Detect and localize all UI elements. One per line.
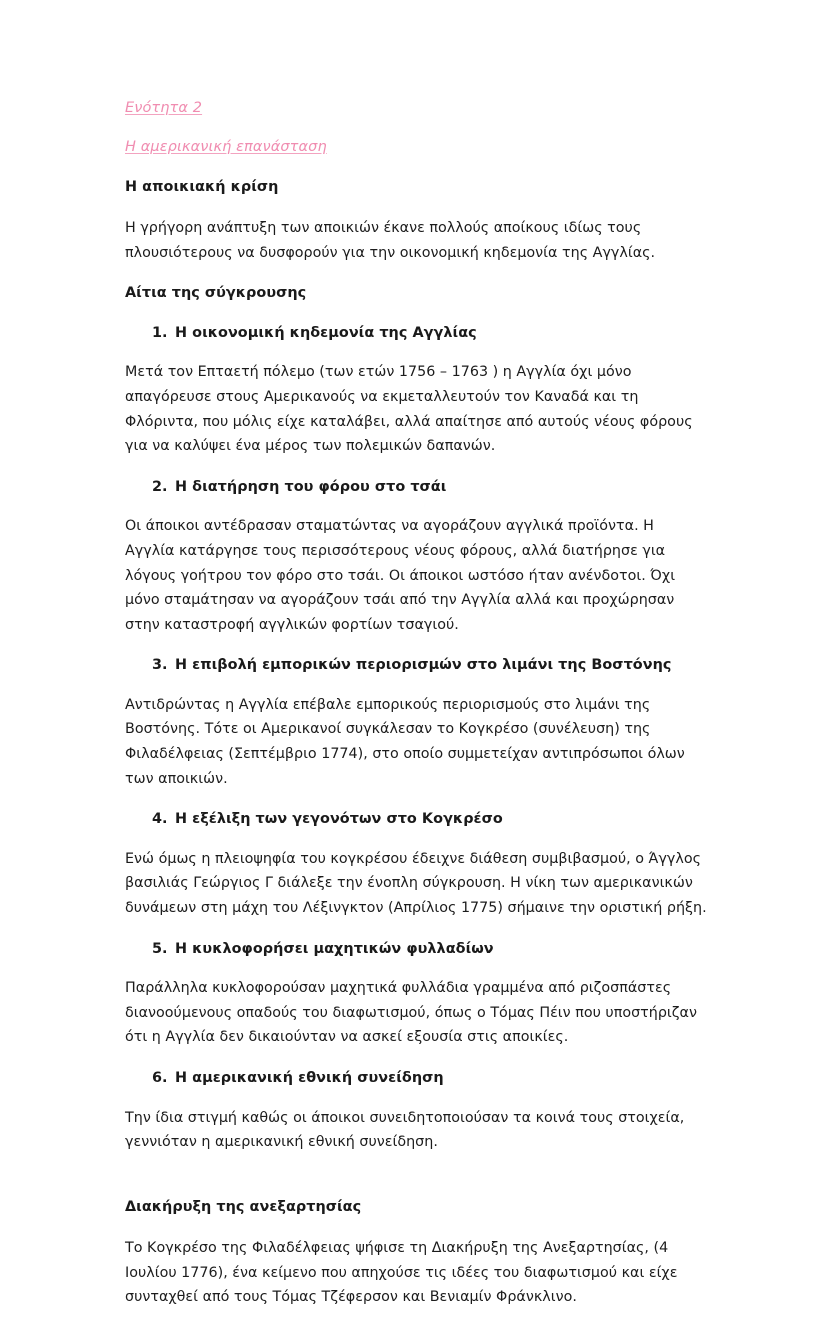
- unit-heading: Ενότητα 2: [125, 100, 203, 116]
- list-item-title: Η επιβολή εμπορικών περιορισμών στο λιμάνι της Βοστόνης: [175, 657, 672, 674]
- paragraph-cause-2: Οι άποικοι αντέδρασαν σταματώντας να αγοράζουν αγγλικά προϊόντα. Η Αγγλία κατάργησε τους περισσότερους νέους φόρους, αλλά διατήρησε για λόγους γοήτρου τον φόρο στο τσάι. Οι άποικοι ωστόσο ήταν ανένδοτοι. Όχι μόνο σταμάτησαν να αγοράζουν τσάι από την Αγγλία αλλά και προχώρησαν στην καταστροφή αγγλικών φορτίων τσαγιού.: [125, 518, 676, 633]
- list-item-number: 4.: [152, 811, 168, 828]
- list-item: [125, 323, 707, 345]
- list-item-title: Η εξέλιξη των γεγονότων στο Κογκρέσο: [175, 811, 503, 828]
- list-item-title: Η αμερικανική εθνική συνείδηση: [175, 1069, 444, 1086]
- list-item-number: 3.: [152, 657, 168, 674]
- paragraph-cause-4: Ενώ όμως η πλειοψηφία του κογκρέσου έδειχνε διάθεση συμβιβασμού, ο Άγγλος βασιλιάς Γεώργιος Γ διάλεξε την ένοπλη σύγκρουση. Η νίκη των αμερικανικών δυνάμεων στη μάχη του Λέξινγκτον (Απρίλιος 1775) σήμαινε την οριστική ρήξη.: [125, 850, 707, 916]
- list-item-number: 6.: [152, 1069, 168, 1086]
- list-item: [125, 655, 707, 677]
- list-item: [125, 1068, 707, 1090]
- paragraph-colonial-crisis: Η γρήγορη ανάπτυξη των αποικιών έκανε πολλούς αποίκους ιδίως τους πλουσιότερους να δυσφορούν για την οικονομική κηδεμονία της Αγγλίας.: [125, 220, 656, 261]
- document-body: [125, 98, 707, 1328]
- list-item-title: Η κυκλοφορήσει μαχητικών φυλλαδίων: [175, 940, 494, 957]
- list-item-number: 1.: [152, 324, 168, 341]
- list-item-number: 2.: [152, 478, 168, 495]
- list-item: [125, 939, 707, 961]
- section-spacer: [125, 1173, 707, 1197]
- paragraph-declaration: Το Κογκρέσο της Φιλαδέλφειας ψήφισε τη Διακήρυξη της Ανεξαρτησίας, (4 Ιουλίου 1776), ένα κείμενο που απηχούσε τις ιδέες του διαφωτισμού και είχε συνταχθεί από τους Τόμας Τζέφερσον και Βενιαμίν Φράνκλινο.: [125, 1240, 678, 1306]
- subtitle-heading: Η αμερικανική επανάσταση: [125, 138, 327, 155]
- section-heading-colonial-crisis: Η αποικιακή κρίση: [125, 178, 279, 195]
- section-heading-causes: Αίτια της σύγκρουσης: [125, 285, 307, 302]
- paragraph-cause-3: Αντιδρώντας η Αγγλία επέβαλε εμπορικούς περιορισμούς στο λιμάνι της Βοστόνης. Τότε οι Αμερικανοί συγκάλεσαν το Κογκρέσο (συνέλευση) της Φιλαδέλφειας (Σεπτέμβριο 1774), στο οποίο συμμετείχαν αντιπρόσωποι όλων των αποικιών.: [125, 696, 685, 787]
- list-item-number: 5.: [152, 940, 168, 957]
- paragraph-cause-5: Παράλληλα κυκλοφορούσαν μαχητικά φυλλάδια γραμμένα από ριζοσπάστες διανοούμενους οπαδούς του διαφωτισμού, όπως ο Τόμας Πέιν που υποστήριζαν ότι η Αγγλία δεν δικαιούνταν να ασκεί εξουσία στις αποικίες.: [125, 980, 697, 1046]
- paragraph-cause-6: Την ίδια στιγμή καθώς οι άποικοι συνειδητοποιούσαν τα κοινά τους στοιχεία, γεννιόταν η αμερικανική εθνική συνείδηση.: [125, 1109, 685, 1151]
- section-heading-declaration: Διακήρυξη της ανεξαρτησίας: [125, 1198, 362, 1215]
- list-item: [125, 477, 707, 499]
- paragraph-cause-1: Μετά τον Επταετή πόλεμο (των ετών 1756 – 1763 ) η Αγγλία όχι μόνο απαγόρευσε στους Αμερικανούς να εκμεταλλευτούν τον Καναδά και τη Φλόριντα, που μόλις είχε καταλάβει, αλλά απαίτησε από αυτούς νέους φόρους για να καλύψει ένα μέρος των πολεμικών δαπανών.: [125, 364, 693, 455]
- list-item-title: Η οικονομική κηδεμονία της Αγγλίας: [175, 324, 477, 341]
- list-item-title: Η διατήρηση του φόρου στο τσάι: [175, 478, 447, 495]
- list-item: [125, 809, 707, 831]
